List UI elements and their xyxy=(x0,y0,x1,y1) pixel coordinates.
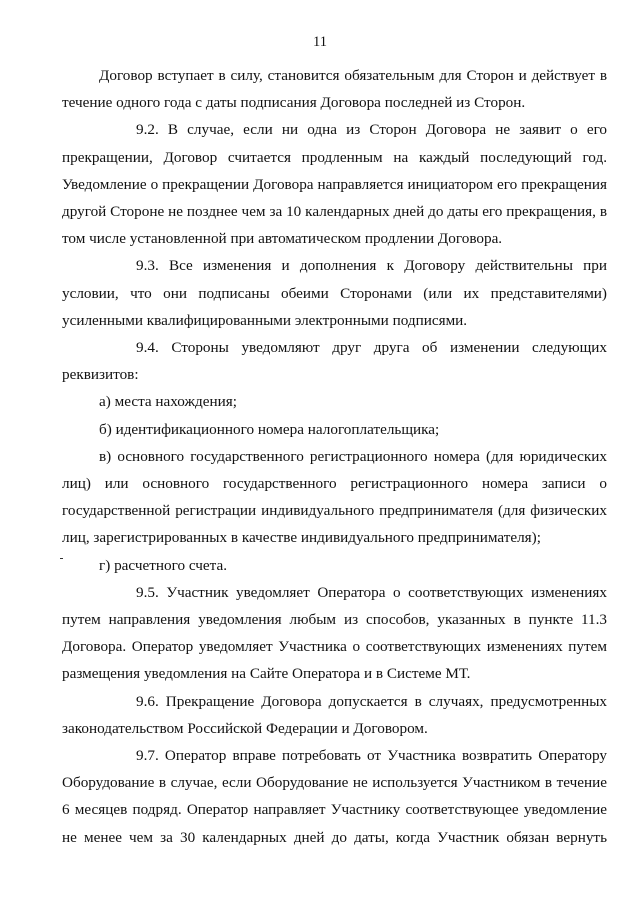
clause-number: 9.6. xyxy=(136,692,159,710)
clause-number: 9.7. xyxy=(136,747,159,765)
scan-speck xyxy=(60,558,63,559)
document-body xyxy=(62,62,607,851)
clause-9-4 xyxy=(62,334,607,388)
clause-number: 9.3. xyxy=(136,257,159,275)
paragraph-text: В случае, если ни одна из Сторон Договора не заявит о его прекращении, Договор считается продленным на каждый последующий год. Уведомление о прекращении Договора направляется инициатором его прекращения другой Стороне не позднее чем за 10 календарных дней до даты его прекращения, в том числе установленной при автоматическом продлении Договора. xyxy=(62,121,608,248)
paragraph-text: в) основного государственного регистрационного номера (для юридических лиц) или основного государственного регистрационного номера записи о государственной регистрации индивидуального предпринимателя (для физических лиц, зарегистрированных в качестве индивидуального предпринимателя); xyxy=(62,447,607,547)
paragraph-text: б) идентификационного номера налогоплательщика; xyxy=(99,420,440,438)
paragraph-9-1-continuation xyxy=(62,62,607,116)
paragraph-text: Договор вступает в силу, становится обязательным для Сторон и действует в течение одного года с даты подписания Договора последней из Сторон. xyxy=(62,67,607,112)
paragraph-text: Участник уведомляет Оператора о соответствующих изменениях путем направления уведомления любым из способов, указанных в пункте 11.3 Договора. Оператор уведомляет Участника о соответствующих изменениях путем размещения уведомления на Сайте Оператора и в Системе МТ. xyxy=(62,583,608,683)
list-item-b xyxy=(62,416,607,443)
clause-9-2 xyxy=(62,116,607,252)
clause-9-5 xyxy=(62,579,607,688)
clause-number: 9.4. xyxy=(136,339,159,357)
paragraph-text: Стороны уведомляют друг друга об изменении следующих реквизитов: xyxy=(62,339,608,384)
clause-9-7 xyxy=(62,742,607,851)
list-item-g xyxy=(62,552,607,579)
list-item-a xyxy=(62,388,607,415)
paragraph-text: Оператор вправе потребовать от Участника возвратить Оператору Оборудование в случае, если Оборудование не используется Участником в течение 6 месяцев подряд. Оператор направляет Участнику соответствующее уведомление не менее чем за 30 календарных дней до даты, когда Участник обязан вернуть xyxy=(62,747,608,846)
page-number: 11 xyxy=(313,34,327,50)
paragraph-text: г) расчетного счета. xyxy=(99,556,228,574)
clause-9-3 xyxy=(62,252,607,334)
list-item-v xyxy=(62,443,607,552)
paragraph-text: Прекращение Договора допускается в случаях, предусмотренных законодательством Российской Федерации и Договором. xyxy=(62,692,608,737)
clause-9-6 xyxy=(62,688,607,742)
clause-number: 9.2. xyxy=(136,121,159,139)
clause-number: 9.5. xyxy=(136,583,159,601)
paragraph-text: а) места нахождения; xyxy=(99,393,237,411)
paragraph-text: Все изменения и дополнения к Договору действительны при условии, что они подписаны обеими Сторонами (или их представителями) усиленными квалифицированными электронными подписями. xyxy=(62,257,607,329)
